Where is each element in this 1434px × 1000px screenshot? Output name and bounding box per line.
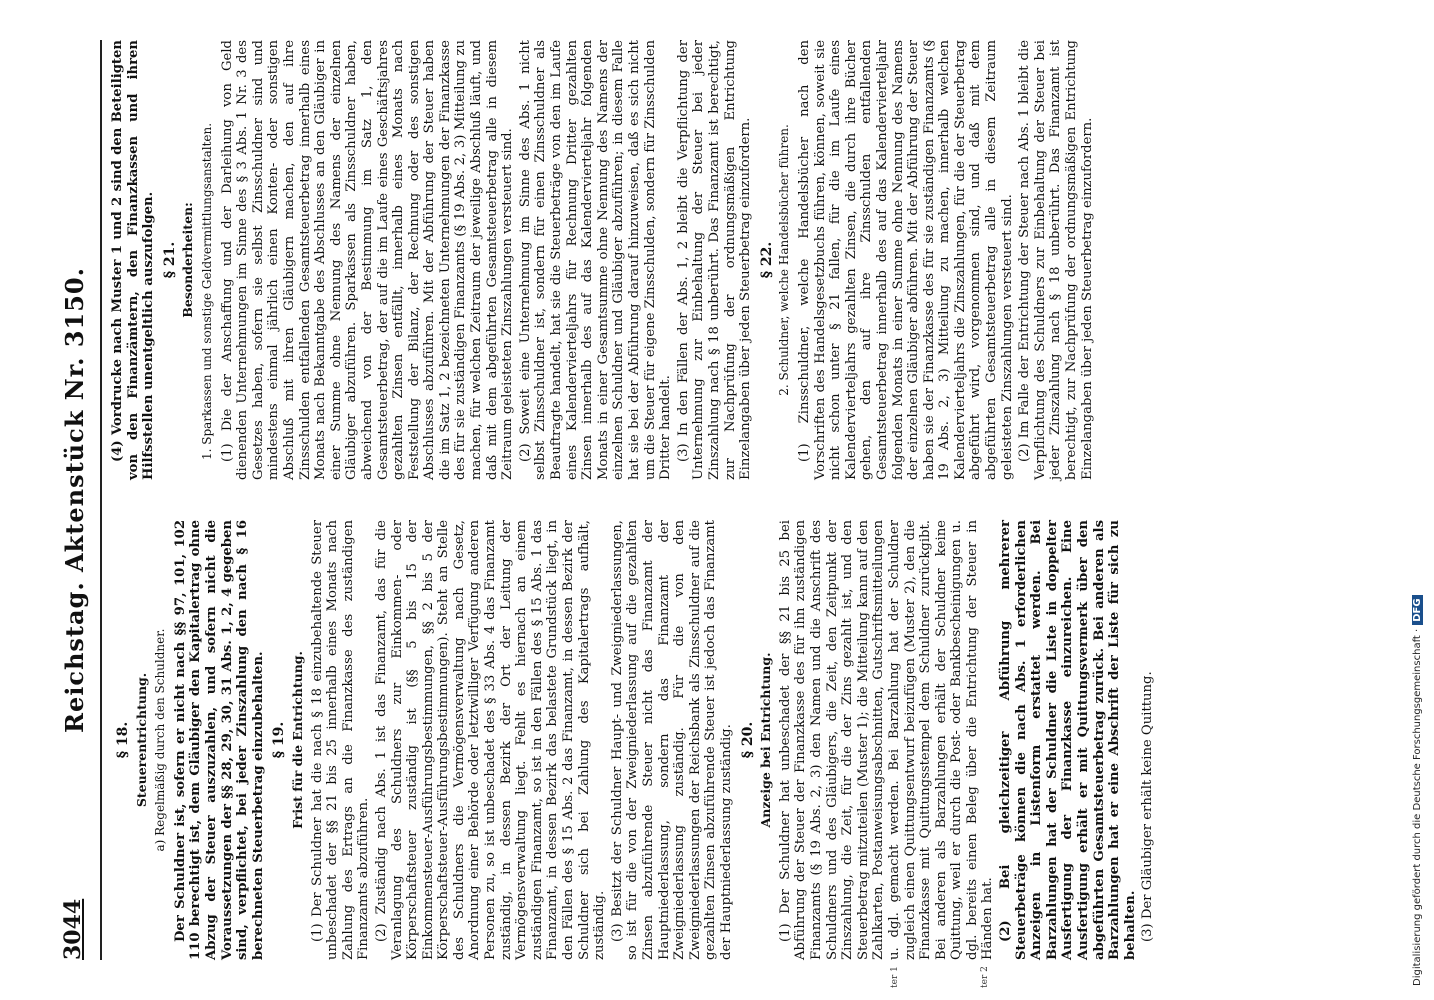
section-21-subtitle: 1. Sparkassen und sonstige Geldvermittlungsanstalten. bbox=[199, 122, 214, 460]
section-18-title: Steuerentrichtung. bbox=[133, 672, 149, 808]
credit-text: Digitalisierung gefördert durch die Deutsche Forschungsgemeinschaft · bbox=[1412, 628, 1423, 986]
section-21-title: Besonderheiten: bbox=[180, 202, 196, 318]
section-22-paragraph-2: (2) Im Falle der Entrichtung der Steuer nach Abs. 1 bleibt die Verpflichtung des Schuldners zur Einbehaltung der Steuer bei jeder Zinszahlung nach § 18 unberührt. Das Finanzamt ist berechtigt, zur Nachprüfung der ordnungsmäßigen Entrichtung Einzelangaben über jeden Steuerbetrag einzufordern. bbox=[1017, 40, 1095, 480]
section-18-paragraph: Der Schuldner ist, sofern er nicht nach §§ 97, 101, 102 110 berechtigt ist, dem Gläubiger den Kapitalertrag ohne Abzug der Steuer auszuzahlen, und sofern nicht die Voraussetzungen der §§ 28, 29, 30, 31 Abs. 1, 2, 4 gegeben sind, verpflichtet, bei jeder Zinszahlung den nach § 16 berechneten Steuerbetrag einzubehalten. bbox=[172, 520, 266, 960]
section-22-paragraph-1: (1) Zinsschuldner, welche Handelsbücher nach den Vorschriften des Handelsgesetzbuchs führen, können, soweit sie nicht schon unter § 21 fallen, für die im Laufe eines Kalendervierteljahrs gezahlten Zinsen, die durch ihre Bücher gehen, den auf ihre Zinsschulden entfallenden Gesamtsteuerbetrag innerhalb des auf das Kalendervierteljahr folgenden Monats in einer Summe ohne Nennung des Namens der einzelnen Gläubiger abführen. Mit der Abführung der Steuer haben sie der Finanzkasse des für sie zuständigen Finanzamts (§ 19 Abs. 2, 3) Mitteilung zu machen, innerhalb welchen Kalendervierteljahrs die Zinszahlungen, für die der Steuerbetrag abgeführt wird, vorgenommen sind, und daß mit dem abgeführten Gesamtsteuerbetrag alle in diesem Zeitraum geleisteten Zinszahlungen versteuert sind. bbox=[796, 40, 1015, 480]
section-21-paragraph-3: (3) In den Fällen der Abs. 1, 2 bleibt die Verpflichtung der Unternehmung zur Einbehaltung der Steuer bei jeder Zinszahlung nach § 18 unberührt. Das Finanzamt ist berechtigt, zur Nachprüfung der ordnungsmäßigen Entrichtung Einzelangaben über jeden Steuerbetrag einzufordern. bbox=[675, 40, 754, 480]
section-20-paragraph-3: (3) Der Gläubiger erhält keine Quittung. bbox=[1140, 671, 1156, 942]
digitization-credit bbox=[1412, 6, 1432, 996]
section-20-body bbox=[777, 520, 1156, 988]
section-22-subtitle: 2. Schuldner, welche Handelsbücher führen. bbox=[777, 124, 792, 396]
section-20-paragraph-1: (1) Der Schuldner hat unbeschadet der §§ 21 bis 25 bei Abführung der Steuer der Finanzkasse des für ihn zuständigen Finanzamts (§ 19 Abs. 2, 3) den Namen und die Anschrift des Schuldners und des Gläubigers, die Zeit, den Zeitpunkt der Zinszahlung, die Zeit, für die der Zins gezahlt ist, und den Steuerbetrag mitzuteilen (Muster 1); die Mitteilung kann auf den Zahlkarten, Postanweisungsabschnitten, Gutschriftsmitteilungen u. dgl. gemacht werden. Bei Barzahlung hat der Schuldner zugleich einen Quittungsentwurf beizufügen (Muster 2), den die Finanzkasse mit Quittungsstempel dem Schuldner zurückgibt. Bei anderen als Barzahlungen erhält der Schuldner keine Quittung, weil er durch die Post- oder Bankbescheinigungen u. dgl. bereits einen Beleg über die Entrichtung der Steuer in Händen hat. bbox=[777, 520, 996, 960]
left-column bbox=[110, 520, 1158, 988]
section-21-paragraph-1: (1) Die der Anschaffung und der Darleihung von Geld dienenden Unternehmungen im Sinne des § 3 Abs. 1 Nr. 3 des Gesetzes haben, sofern sie selbst Zinsschuldner sind und mindestens einmal jährlich einen Konten- oder sonstigen Abschluß mit ihren Gläubigern machen, den auf ihre Zinsschulden entfallenden Gesamtsteuerbetrag innerhalb eines Monats nach Bekanntgabe des Abschlusses an den Gläubiger in einer Summe ohne Nennung des Namens der einzelnen Gläubiger abzuführen. Sparkassen als Zinsschuldner haben, abweichend von der Bestimmung im Satz 1, den Gesamtsteuerbetrag, der auf die im Laufe eines Geschäftsjahres gezahlten Zinsen entfällt, innerhalb eines Monats nach Feststellung der Bilanz, der Rechnung oder des sonstigen Abschlusses abzuführen. Mit der Abführung der Steuer haben die im Satz 1, 2 bezeichneten Unternehmungen der Finanzkasse des für sie zuständigen Finanzamts (§ 19 Abs. 2, 3) Mitteilung zu machen, für welchen Zeitraum der jeweilige Abschluß läuft, und daß mit dem abgeführten Gesamtsteuerbetrag alle in diesem Zeitraum geleisteten Zinszahlungen versteuert sind. bbox=[219, 40, 516, 480]
section-20-number: § 20. bbox=[739, 721, 756, 759]
section-19-title: Frist für die Entrichtung. bbox=[289, 651, 305, 829]
section-20-title: Anzeige bei Entrichtung. bbox=[758, 652, 774, 828]
margin-note-1: ter 1 bbox=[889, 966, 900, 988]
section-21-number: § 21. bbox=[161, 241, 178, 279]
section-19-paragraph-1: (1) Der Schuldner hat die nach § 18 einzubehaltende Steuer unbeschadet der §§ 21 bis 25 innerhalb eines Monats nach Zahlung des Ertrags an die Finanzkasse des zuständigen Finanzamts abzuführen. bbox=[309, 520, 372, 960]
section-19-paragraph-2: (2) Zuständig nach Abs. 1 ist das Finanzamt, das für die Veranlagung des Schuldners zur Einkommen- oder Körperschaftsteuer zuständig ist (§§ 5 bis 15 der Einkommensteuer-Ausführungsbestimmungen, §§ 2 bis 5 der Körperschaftsteuer-Ausführungsbestimmungen). Steht an Stelle des Schuldners die Vermögensverwaltung nach Gesetz, Anordnung einer Behörde oder letztwilliger Verfügung anderen Personen zu, so ist unbeschadet des § 33 Abs. 4 das Finanzamt zuständig, in dessen Bezirk der Ort der Leitung der Vermögensverwaltung liegt. Fehlt es hiernach an einem zuständigen Finanzamt, so ist in den Fällen des § 15 Abs. 1 das Finanzamt, in dessen Bezirk das belastete Grundstück liegt, in den Fällen des § 15 Abs. 2 das Finanzamt, in dessen Bezirk der Schuldner sich bei Zahlung des Kapitalertrags aufhält, zuständig. bbox=[373, 520, 608, 960]
margin-note-2: ter 2 bbox=[979, 966, 990, 988]
section-19-paragraph-3: (3) Besitzt der Schuldner Haupt- und Zweigniederlassungen, so ist für die von der Zweigniederlassung auf die gezahlten Zinsen abzuführende Steuer nicht das Finanzamt der Hauptniederlassung, sondern das Finanzamt der Zweigniederlassung zuständig. Für die von den Zweigniederlassungen der Reichsbank als Zinsschuldner auf die gezahlten Zinsen abzuführende Steuer ist jedoch das Finanzamt der Hauptniederlassung zuständig. bbox=[609, 520, 734, 960]
section-21-paragraph-2: (2) Soweit eine Unternehmung im Sinne des Abs. 1 nicht selbst Zinsschuldner ist, sondern für einen Zinsschuldner als Beauftragte handelt, hat sie die Steuerbeträge von den im Laufe eines Kalendervierteljahrs für Rechnung Dritter gezahlten Zinsen innerhalb des auf das Kalendervierteljahr folgenden Monats in einer Gesamtsumme ohne Nennung des Namens der einzelnen Schuldner und Gläubiger abzuführen; in diesem Falle hat sie bei der Abführung darauf hinzuweisen, daß es sich nicht um die Steuer für eigene Zinsschulden, sondern für Zinsschulden Dritter handelt. bbox=[517, 40, 674, 480]
dfg-logo: DFG bbox=[1412, 595, 1423, 624]
right-column bbox=[110, 40, 1097, 480]
header-rule bbox=[100, 40, 102, 960]
page-number: 3044 bbox=[60, 898, 86, 960]
section-22-number: § 22. bbox=[758, 241, 775, 279]
section-18-subtitle: a) Regelmäßig durch den Schuldner. bbox=[153, 628, 168, 852]
section-18-number: § 18. bbox=[115, 721, 131, 759]
section-20-paragraph-4: (4) Vordrucke nach Muster 1 und 2 sind den Beteiligten von den Finanzämtern, den Finanzkassen und ihren Hilfsstellen unentgeltlich auszufolgen. bbox=[110, 40, 157, 480]
section-20-paragraph-2: (2) Bei gleichzeitiger Abführung mehrerer Steuerbeträge können die nach Abs. 1 erforderlichen Anzeigen in Listenform erstattet werden. Bei Barzahlungen hat der Schuldner die Liste in doppelter Ausfertigung der Finanzkasse einzureichen. Eine Ausfertigung erhält er mit Quittungsvermerk über den abgeführten Gesamtsteuerbetrag zurück. Bei anderen als Barzahlungen hat er eine Abschrift der Liste für sich zu behalten. bbox=[998, 520, 1138, 960]
section-19-number: § 19. bbox=[271, 721, 288, 759]
page-title: Reichstag. Aktenstück Nr. 3150. bbox=[60, 267, 89, 733]
page-header bbox=[60, 40, 100, 960]
